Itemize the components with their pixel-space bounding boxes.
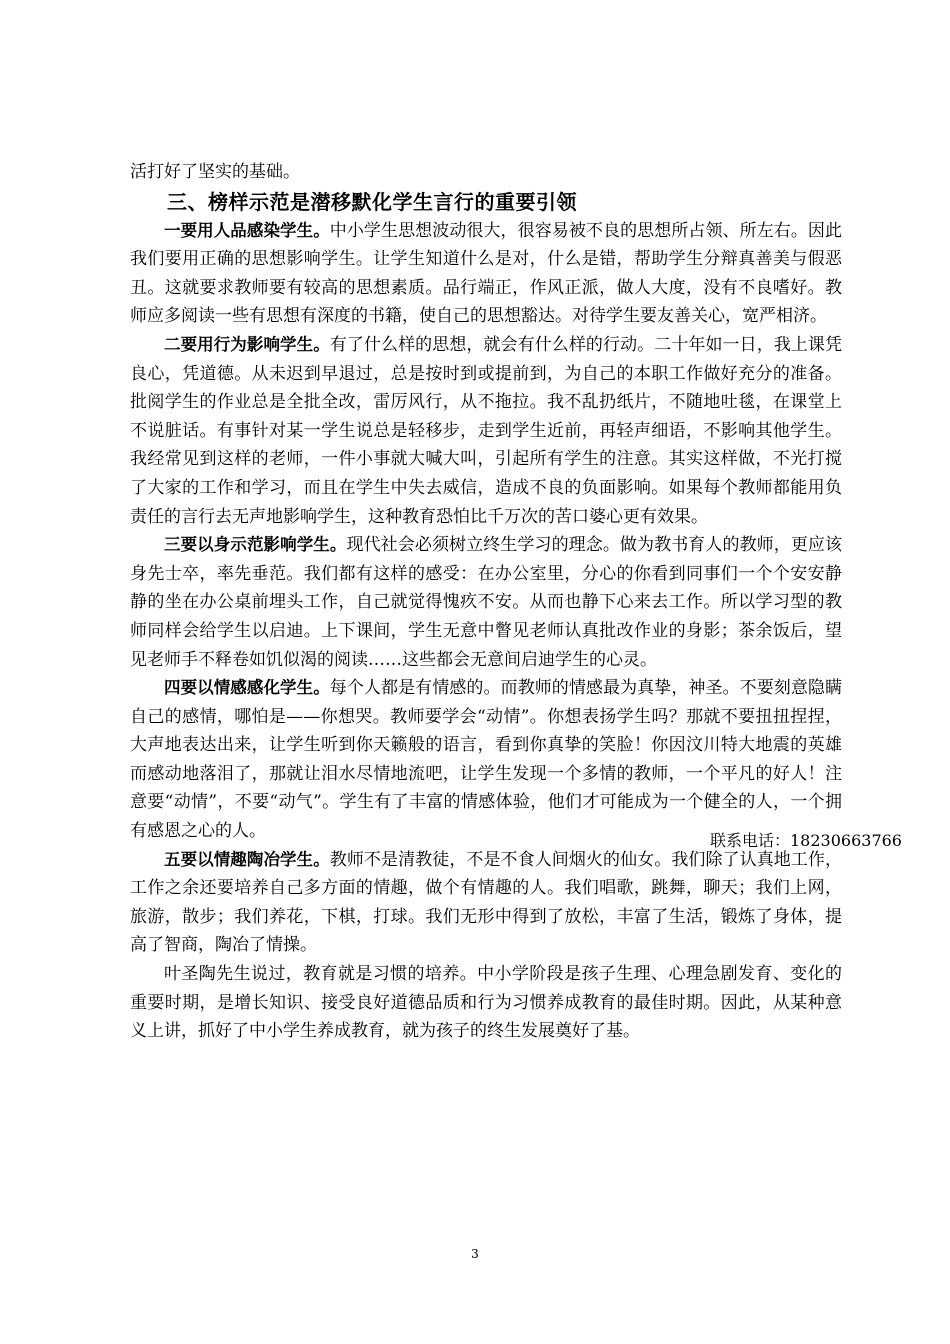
paragraph-lead: 五要以情趣陶冶学生。 [164,849,330,869]
paragraph-lead: 二要用行为影响学生。 [164,334,330,354]
paragraph-lead: 三要以身示范影响学生。 [164,535,347,555]
paragraph-example [130,531,842,674]
paragraph-text: 教师不是清教徒，不是不食人间烟火的仙女。我们除了认真地工作，工作之余还要培养自己多方面的情趣，做个有情趣的人。我们唱歌，跳舞，聊天；我们上网，旅游，散步；我们养花，下棋，打球。我们无形中得到了放松，丰富了生活，锻炼了身体，提高了智商，陶冶了情操。 [130,849,843,956]
paragraph-lead: 四要以情感感化学生。 [164,678,330,698]
opening-line: 活打好了坚实的基础。 [130,162,300,182]
paragraph-text: 每个人都是有情感的。而教师的情感最为真挚，神圣。不要刻意隐瞒自己的感情，哪怕是——你想哭。教师要学会“动情”。你想表扬学生吗？那就不要扭扭捏捏，大声地表达出来，让学生听到你天籁般的语言，看到你真挚的笑脸！你因汶川特大地震的英雄而感动地落泪了，那就让泪水尽情地流吧，让学生发现一个多情的教师，一个平凡的好人！注意要“动情”，不要“动气”。学生有了丰富的情感体验，他们才可能成为一个健全的人，一个拥有感恩之心的人。 [130,678,843,842]
closing-paragraph: 叶圣陶先生说过，教育就是习惯的培养。中小学阶段是孩子生理、心理急剧发育、变化的重要时期，是增长知识、接受良好道德品质和行为习惯养成教育的最佳时期。因此，从某种意义上讲，抓好了中小学生养成教育，就为孩子的终生发展奠好了基。 [130,964,842,1042]
paragraph-lead: 一要用人品感染学生。 [164,220,330,240]
page-number: 3 [471,1247,479,1261]
section-heading: 三、榜样示范是潜移默化学生言行的重要引领 [167,189,577,214]
paragraph-character [130,217,842,331]
paragraph-text: 中小学生思想波动很大，很容易被不良的思想所占领、所左右。因此我们要用正确的思想影响学生。让学生知道什么是对，什么是错，帮助学生分辩真善美与假恶丑。这就要求教师要有较高的思想素质。品行端正，作风正派，做人大度，没有不良嗜好。教师应多阅读一些有思想有深度的书籍，使自己的思想豁达。对待学生要友善关心，宽严相济。 [130,220,843,327]
paragraph-emotion [130,674,842,846]
paragraph-interest [130,846,842,960]
contact-phone: 联系电话：18230663766 [710,831,902,850]
paragraph-behavior [130,331,842,531]
paragraph-text: 现代社会必须树立终生学习的理念。做为教书育人的教师，更应该身先士卒，率先垂范。我们都有这样的感受：在办公室里，分心的你看到同事们一个个安安静静的坐在办公桌前埋头工作，自己就觉得愧疚不安。从而也静下心来去工作。所以学习型的教师同样会给学生以启迪。上下课间，学生无意中瞥见老师认真批改作业的身影；茶余饭后，望见老师手不释卷如饥似渴的阅读……这些都会无意间启迪学生的心灵。 [130,535,843,670]
document-body [130,158,902,1046]
paragraph-text: 有了什么样的思想，就会有什么样的行动。二十年如一日，我上课凭良心，凭道德。从未迟到早退过，总是按时到或提前到，为自己的本职工作做好充分的准备。批阅学生的作业总是全批全改，雷厉风行，从不拖拉。我不乱扔纸片，不随地吐毯，在课堂上不说脏话。有事针对某一学生说总是轻移步，走到学生近前，再轻声细语，不影响其他学生。我经常见到这样的老师，一件小事就大喊大叫，引起所有学生的注意。其实这样做，不光打搅了大家的工作和学习，而且在学生中失去威信，造成不良的负面影响。如果每个教师都能用负责任的言行去无声地影响学生，这种教育恐怕比千万次的苦口婆心更有效果。 [130,334,843,527]
